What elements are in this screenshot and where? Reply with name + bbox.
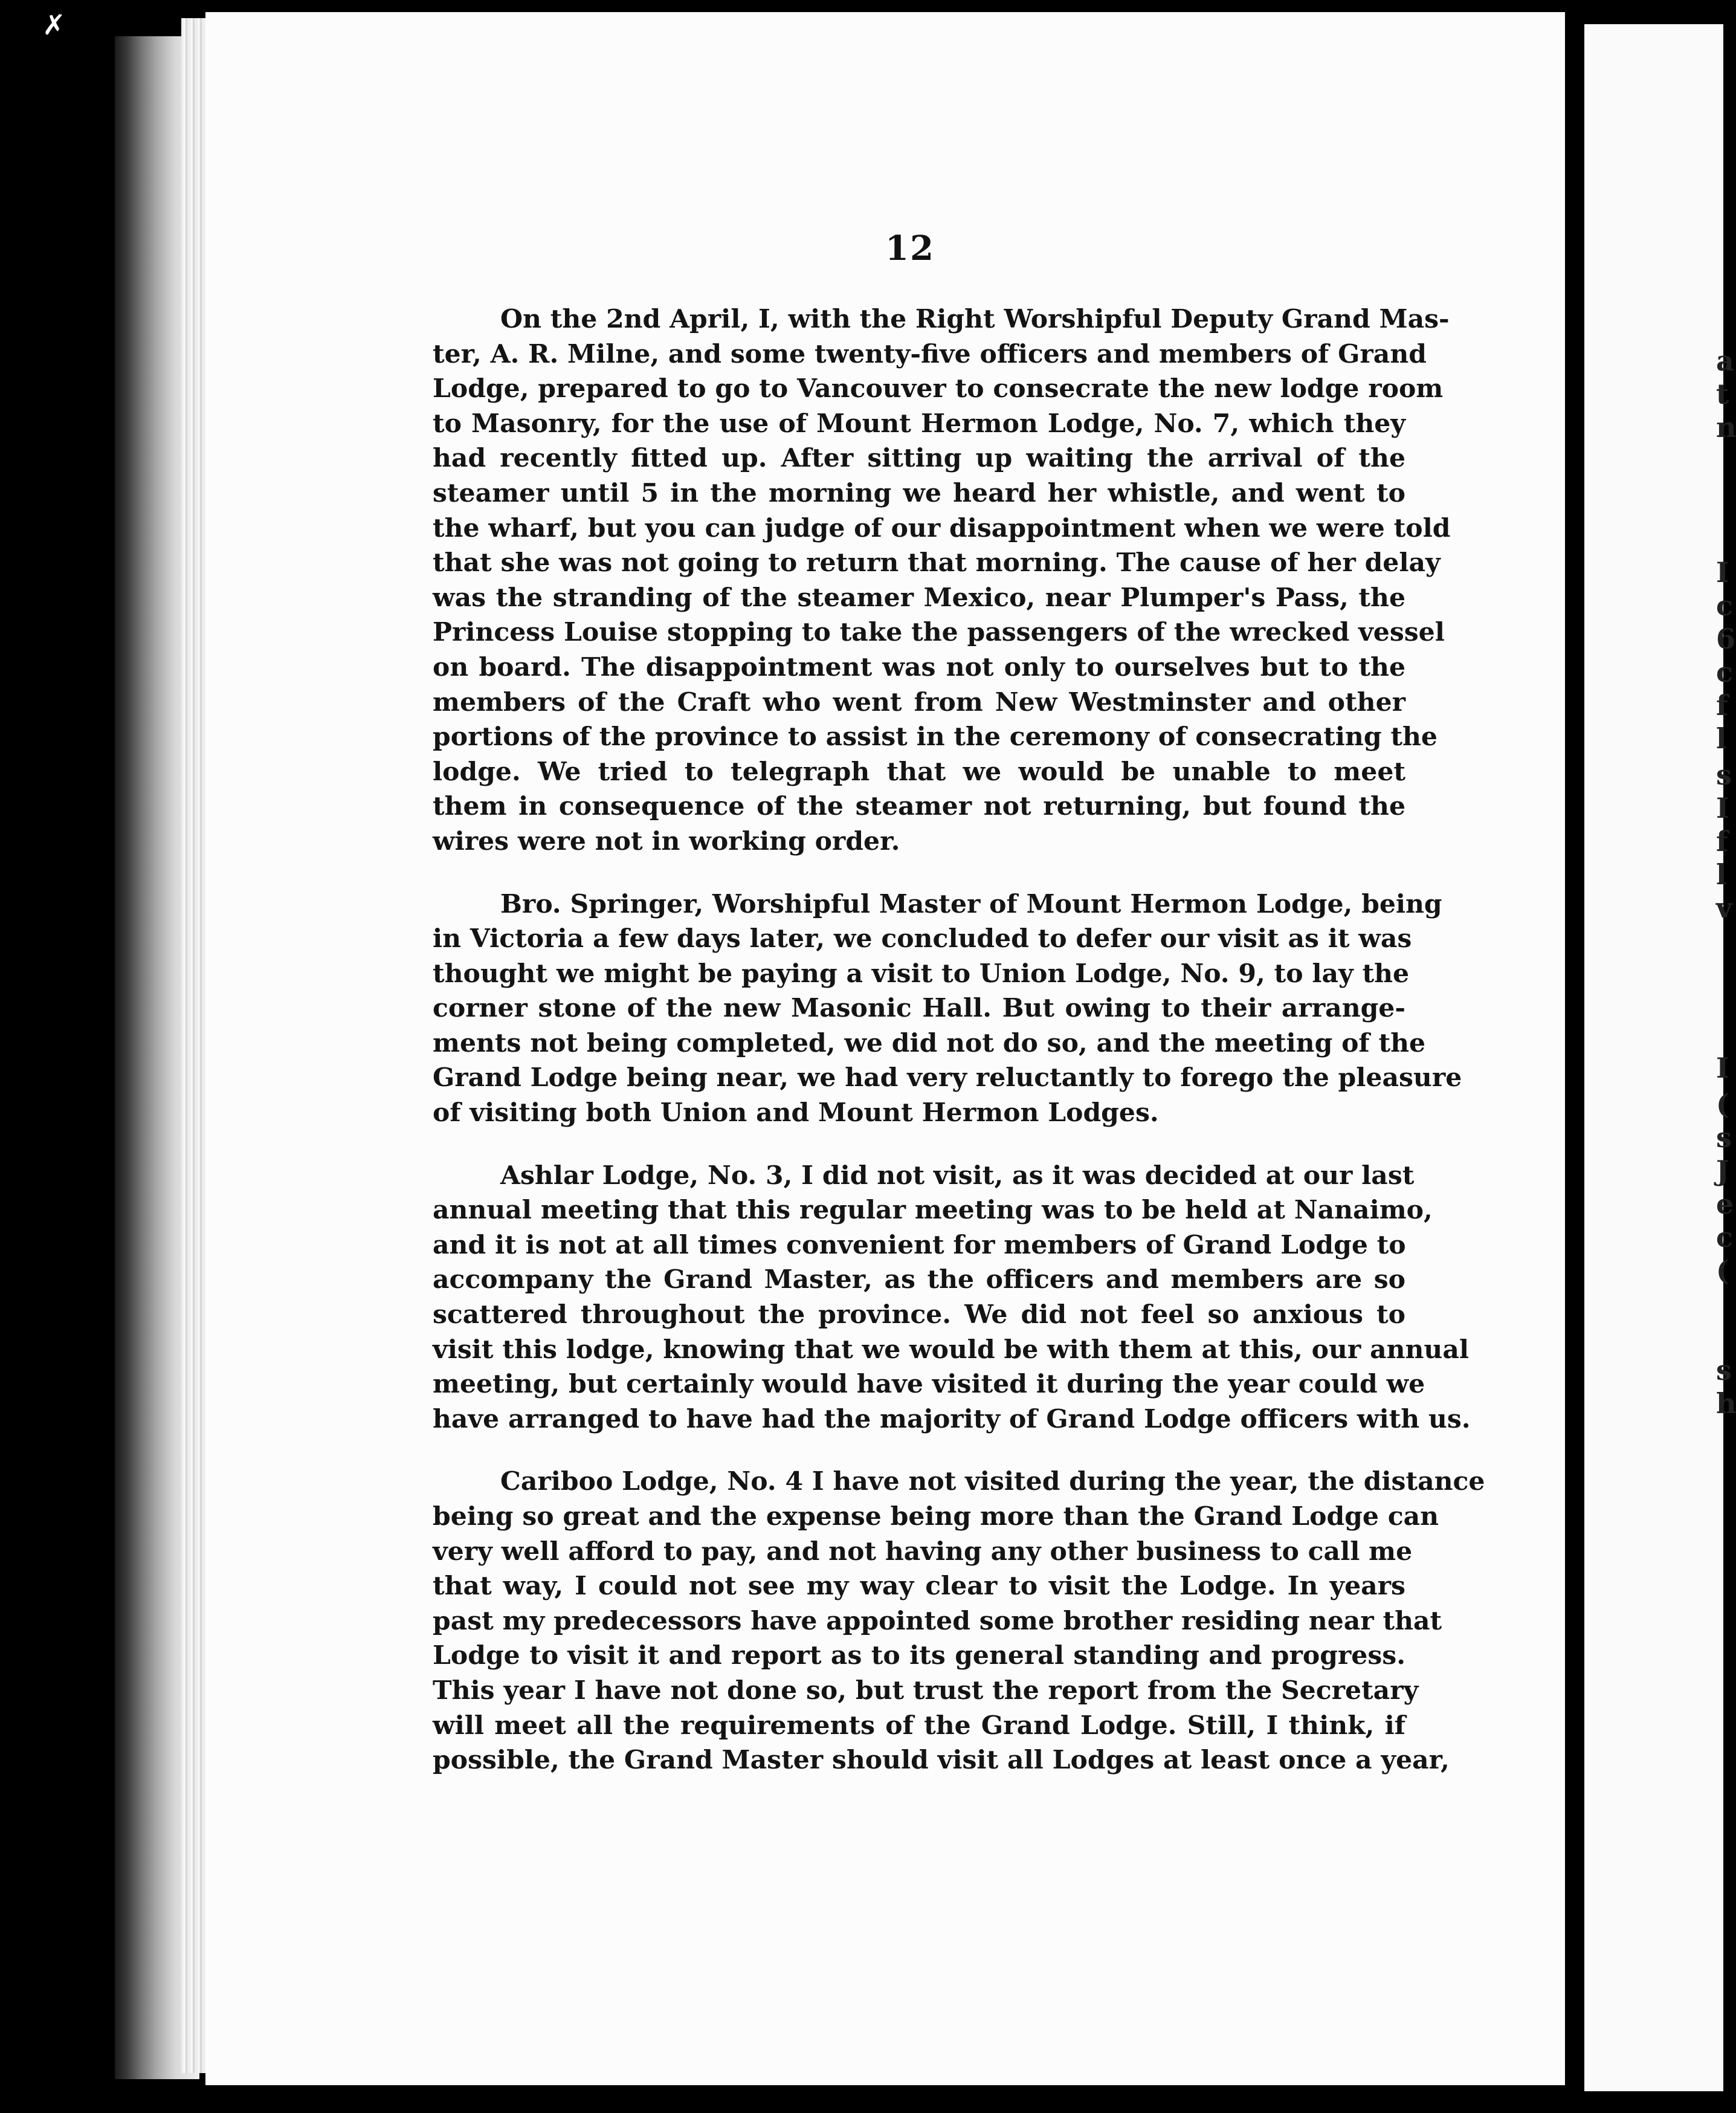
text-line: was the stranding of the steamer Mexico, near Plumper's Pass, the bbox=[433, 582, 1405, 613]
text-line: very well afford to pay, and not having any other business to call me bbox=[433, 1536, 1413, 1567]
text-line: possible, the Grand Master should visit all Lodges at least once a year, bbox=[433, 1745, 1450, 1776]
text-line: to Masonry, for the use of Mount Hermon Lodge, No. 7, which they bbox=[433, 408, 1405, 439]
text-line: past my predecessors have appointed some brother residing near that bbox=[433, 1605, 1442, 1636]
facing-page-fragment: f bbox=[1716, 825, 1728, 858]
text-line: the wharf, but you can judge of our disappointment when we were told bbox=[433, 513, 1451, 543]
text-line: accompany the Grand Master, as the officers and members are so bbox=[433, 1264, 1405, 1295]
facing-page-fragment: v bbox=[1716, 891, 1732, 924]
text-line: members of the Craft who went from New Westminster and other bbox=[433, 687, 1405, 717]
text-line: meeting, but certainly would have visited it during the year could we bbox=[433, 1369, 1425, 1400]
facing-page-fragment: I bbox=[1716, 792, 1729, 824]
text-line: thought we might be paying a visit to Union Lodge, No. 9, to lay the bbox=[433, 958, 1410, 989]
paragraph bbox=[433, 1159, 1471, 1437]
facing-page-fragment: f bbox=[1716, 689, 1728, 722]
text-line: had recently fitted up. After sitting up waiting the arrival of the bbox=[433, 443, 1405, 474]
facing-page-fragment: J bbox=[1716, 1154, 1729, 1187]
paragraph bbox=[433, 302, 1451, 859]
text-line: them in consequence of the steamer not returning, but found the bbox=[433, 791, 1405, 822]
facing-page-fragment: n bbox=[1716, 411, 1736, 444]
gutter-gap bbox=[1571, 24, 1584, 2091]
facing-page-fragment: l bbox=[1716, 858, 1727, 891]
facing-page-fragment: c bbox=[1716, 656, 1734, 688]
text-line: lodge. We tried to telegraph that we would be unable to meet bbox=[433, 756, 1405, 787]
text-line: Ashlar Lodge, No. 3, I did not visit, as it was decided at our last bbox=[500, 1160, 1415, 1191]
text-line: On the 2nd April, I, with the Right Worshipful Deputy Grand Mas- bbox=[500, 304, 1450, 334]
paragraph bbox=[433, 887, 1462, 1131]
text-line: Princess Louise stopping to take the passengers of the wrecked vessel bbox=[433, 617, 1445, 648]
text-line: Grand Lodge being near, we had very reluctantly to forego the pleasure bbox=[433, 1063, 1462, 1093]
body-text bbox=[433, 302, 1485, 1806]
facing-page-fragment: ( bbox=[1716, 1088, 1729, 1121]
text-line: visit this lodge, knowing that we would be with them at this, our annual bbox=[433, 1334, 1470, 1365]
facing-page-fragment: I bbox=[1716, 1052, 1729, 1084]
text-line: Lodge to visit it and report as to its general standing and progress. bbox=[433, 1640, 1405, 1671]
text-line: ments not being completed, we did not do so, and the meeting of the bbox=[433, 1027, 1426, 1058]
facing-page-fragment: 6 bbox=[1716, 623, 1736, 655]
text-line: Cariboo Lodge, No. 4 I have not visited during the year, the distance bbox=[500, 1466, 1485, 1497]
text-line: scattered throughout the province. We did not feel so anxious to bbox=[433, 1299, 1405, 1330]
page-number: 12 bbox=[885, 228, 935, 268]
facing-page-fragment: a bbox=[1716, 345, 1734, 377]
text-line: that she was not going to return that morning. The cause of her delay bbox=[433, 548, 1441, 578]
text-line: ter, A. R. Milne, and some twenty-five officers and members of Grand bbox=[433, 338, 1427, 369]
facing-page-fragment: s bbox=[1716, 759, 1732, 791]
text-line: have arranged to have had the majority of Grand Lodge officers with us. bbox=[433, 1403, 1471, 1434]
text-line: that way, I could not see my way clear to visit the Lodge. In years bbox=[433, 1571, 1405, 1602]
facing-page-fragment: l bbox=[1716, 722, 1727, 755]
facing-page-fragment: h bbox=[1716, 1387, 1736, 1420]
facing-page-fragment: s bbox=[1716, 1354, 1732, 1387]
facing-page-fragment: ( bbox=[1716, 1254, 1729, 1287]
facing-page-fragment: t bbox=[1716, 378, 1729, 410]
facing-page-fragment: I bbox=[1716, 556, 1729, 589]
facing-page-fragment: s bbox=[1716, 1121, 1732, 1154]
corner-mark: ✗ bbox=[42, 8, 66, 41]
text-line: annual meeting that this regular meeting was to be held at Nanaimo, bbox=[433, 1195, 1433, 1226]
facing-page bbox=[1571, 24, 1736, 2091]
text-line: Lodge, prepared to go to Vancouver to consecrate the new lodge room bbox=[433, 374, 1444, 404]
text-line: portions of the province to assist in the ceremony of consecrating the bbox=[433, 722, 1438, 752]
text-line: of visiting both Union and Mount Hermon Lodges. bbox=[433, 1098, 1159, 1128]
facing-page-fragment: c bbox=[1716, 589, 1734, 622]
text-line: on board. The disappointment was not only to ourselves but to the bbox=[433, 652, 1405, 682]
text-line: in Victoria a few days later, we concluded to defer our visit as it was bbox=[433, 924, 1412, 954]
text-line: This year I have not done so, but trust the report from the Secretary bbox=[433, 1675, 1419, 1706]
text-line: Bro. Springer, Worshipful Master of Mount Hermon Lodge, being bbox=[500, 888, 1442, 919]
paragraph bbox=[433, 1464, 1485, 1778]
text-line: corner stone of the new Masonic Hall. But owing to their arrange- bbox=[433, 993, 1405, 1024]
facing-page-fragment: c bbox=[1716, 1221, 1734, 1254]
text-line: and it is not at all times convenient for members of Grand Lodge to bbox=[433, 1229, 1406, 1260]
text-line: wires were not in working order. bbox=[433, 826, 900, 856]
text-line: steamer until 5 in the morning we heard her whistle, and went to bbox=[433, 477, 1405, 508]
text-line: will meet all the requirements of the Grand Lodge. Still, I think, if bbox=[433, 1710, 1405, 1741]
text-line: being so great and the expense being more than the Grand Lodge can bbox=[433, 1501, 1439, 1532]
facing-page-fragment: e bbox=[1716, 1188, 1734, 1220]
